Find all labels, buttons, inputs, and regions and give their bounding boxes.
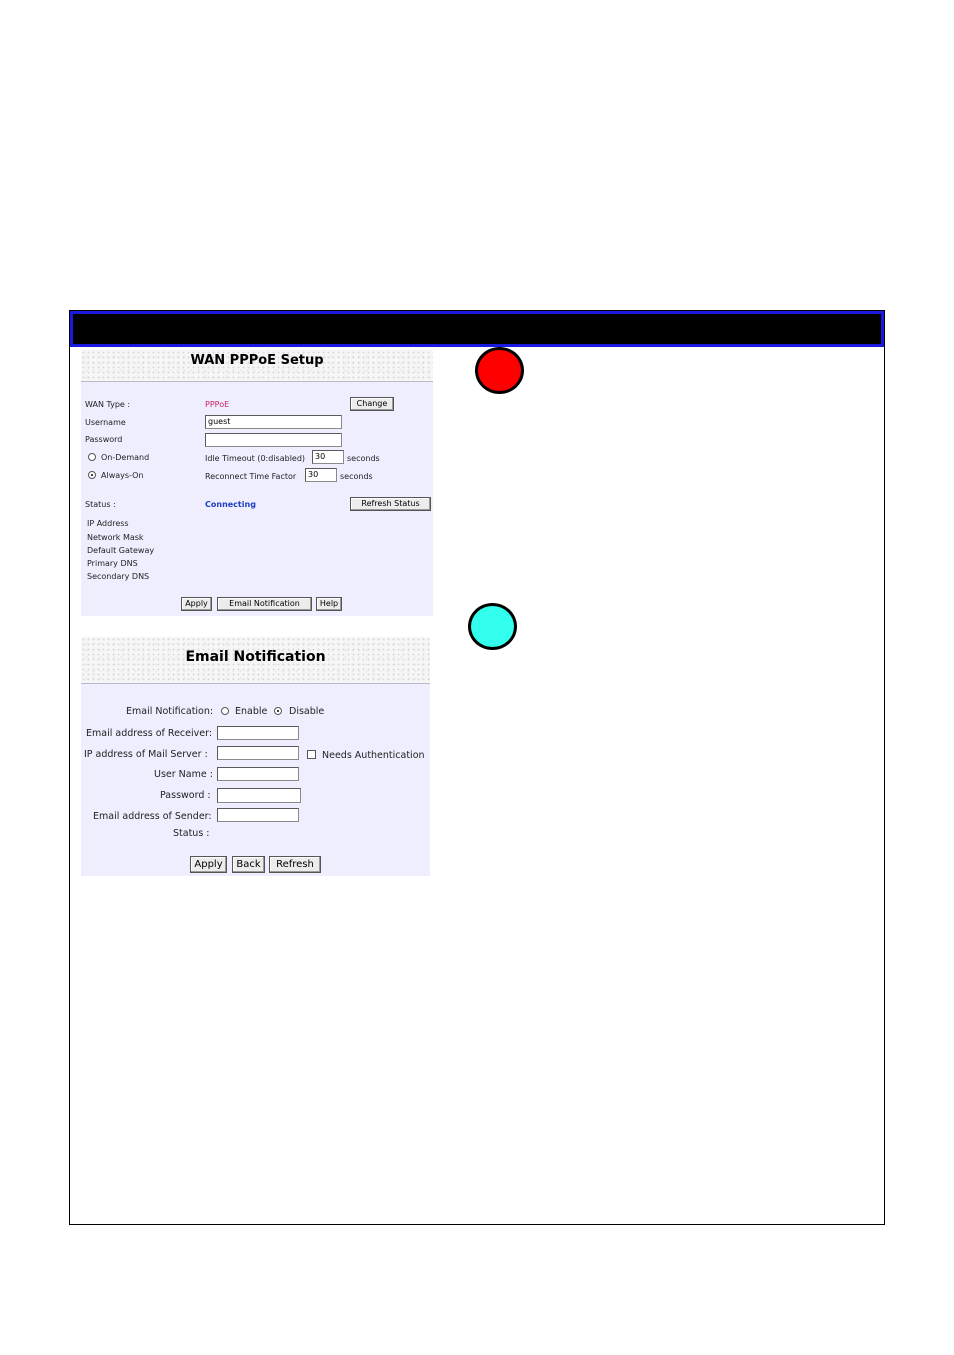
- reconnect-input[interactable]: 30: [305, 468, 337, 482]
- on-demand-label: On-Demand: [101, 453, 150, 462]
- receiver-label: Email address of Receiver:: [86, 728, 213, 739]
- apply-button[interactable]: Apply: [190, 856, 227, 873]
- reconnect-unit: seconds: [340, 472, 373, 481]
- always-on-radio[interactable]: [88, 471, 96, 479]
- refresh-button[interactable]: Refresh: [269, 856, 321, 873]
- enable-radio[interactable]: [221, 707, 229, 715]
- on-demand-radio[interactable]: [88, 453, 96, 461]
- sender-input[interactable]: [217, 808, 299, 822]
- mail-server-input[interactable]: [217, 746, 299, 760]
- status-label: Status :: [85, 500, 116, 509]
- password-label: Password: [85, 435, 123, 444]
- mail-server-label: IP address of Mail Server :: [84, 749, 208, 760]
- wan-pppoe-setup-panel: [81, 350, 433, 616]
- password-input[interactable]: [205, 433, 342, 447]
- email-notification-label: Email Notification:: [126, 706, 214, 717]
- user-name-label: User Name :: [154, 769, 213, 780]
- idle-timeout-unit: seconds: [347, 454, 380, 463]
- password-input[interactable]: [217, 788, 301, 803]
- status-label: Status :: [173, 828, 210, 839]
- disable-radio[interactable]: [274, 707, 282, 715]
- idle-timeout-input[interactable]: 30: [312, 450, 344, 464]
- network-mask-label: Network Mask: [87, 533, 144, 542]
- change-button[interactable]: Change: [350, 397, 394, 411]
- red-marker-icon: [475, 347, 524, 394]
- user-name-input[interactable]: [217, 767, 299, 781]
- email-notification-button[interactable]: Email Notification: [217, 597, 312, 611]
- email-notification-panel: [81, 637, 430, 876]
- reconnect-label: Reconnect Time Factor: [205, 472, 297, 481]
- ip-address-label: IP Address: [87, 519, 129, 528]
- username-input[interactable]: guest: [205, 415, 342, 429]
- always-on-label: Always-On: [101, 471, 144, 480]
- cyan-marker-icon: [468, 603, 517, 650]
- idle-timeout-label: Idle Timeout (0:disabled): [205, 454, 306, 463]
- help-button[interactable]: Help: [316, 597, 342, 611]
- secondary-dns-label: Secondary DNS: [87, 572, 150, 581]
- title-separator: [81, 683, 430, 684]
- needs-authentication-checkbox[interactable]: [307, 750, 316, 759]
- sender-label: Email address of Sender:: [93, 811, 212, 822]
- title-separator: [81, 381, 433, 382]
- wan-type-value: PPPoE: [205, 400, 230, 409]
- username-label: Username: [85, 418, 126, 427]
- status-value: Connecting: [205, 500, 256, 509]
- page-title: WAN PPPoE Setup: [190, 353, 324, 368]
- password-label: Password :: [160, 790, 211, 801]
- primary-dns-label: Primary DNS: [87, 559, 138, 568]
- disable-label: Disable: [289, 706, 325, 717]
- page-title: Email Notification: [185, 649, 326, 665]
- wan-type-label: WAN Type :: [85, 400, 131, 409]
- receiver-input[interactable]: [217, 726, 299, 740]
- section-header-bar: [70, 311, 884, 347]
- default-gateway-label: Default Gateway: [87, 546, 155, 555]
- back-button[interactable]: Back: [232, 856, 265, 873]
- apply-button[interactable]: Apply: [181, 597, 212, 611]
- enable-label: Enable: [235, 706, 268, 717]
- refresh-status-button[interactable]: Refresh Status: [350, 497, 431, 511]
- needs-authentication-label: Needs Authentication: [322, 750, 425, 761]
